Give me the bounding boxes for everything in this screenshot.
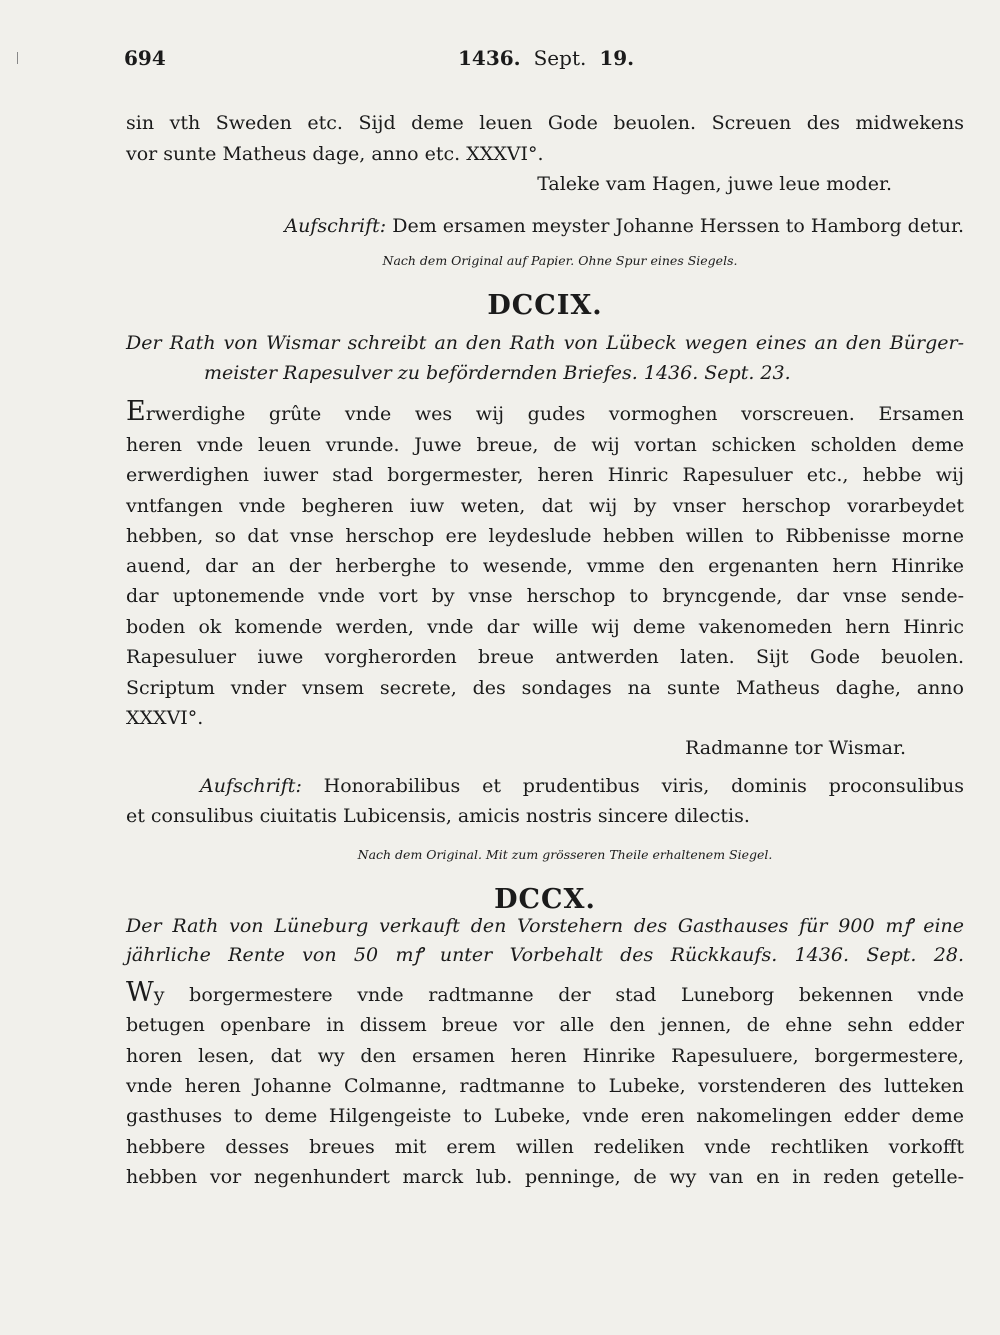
signature: Taleke vam Hagen, juwe leue moder.: [537, 173, 892, 195]
document-numeral: DCCIX.: [487, 290, 603, 321]
header-year: 1436.: [458, 46, 521, 70]
regest-line: meister Rapesulver zu befördernden Briefes. 1436. Sept. 23.: [204, 362, 791, 384]
scan-mark: [17, 52, 18, 64]
initial-letter: E: [126, 396, 146, 427]
source-note: Nach dem Original auf Papier. Ohne Spur eines Siegels.: [382, 253, 738, 268]
text-line: dar uptonemende vnde vort by vnse herschop to bryncgende, dar vnse sende-: [126, 585, 964, 607]
page-number: 694: [124, 46, 166, 70]
address-text: Honorabilibus et prudentibus viris, dominis proconsulibus: [323, 775, 964, 797]
text-line: erwerdighen iuwer stad borgermester, heren Hinric Rapesuluer etc., hebbe wij: [126, 464, 964, 486]
header-date: [458, 46, 634, 70]
regest-line: jährliche Rente von 50 mꝭ unter Vorbehalt des Rückkaufs. 1436. Sept. 28.: [126, 944, 964, 966]
text-line: gasthuses to deme Hilgengeiste to Lubeke, vnde eren nakomelingen edder deme: [126, 1105, 964, 1127]
signature: Radmanne tor Wismar.: [685, 737, 906, 759]
text-line: heren vnde leuen vrunde. Juwe breue, de wij vortan schicken scholden deme: [126, 434, 964, 456]
text-line: vor sunte Matheus dage, anno etc. XXXVI°.: [126, 143, 544, 165]
text-line: horen lesen, dat wy den ersamen heren Hinrike Rapesuluere, borgermestere,: [126, 1045, 964, 1067]
text-line: auend, dar an der herberghe to wesende, vmme den ergenanten hern Hinrike: [126, 555, 964, 577]
initial-letter: W: [126, 977, 154, 1008]
header-month: Sept.: [533, 46, 587, 70]
address-text: Dem ersamen meyster Johanne Herssen to Hamborg detur.: [392, 215, 964, 237]
text-line: [126, 977, 964, 1008]
address-line: et consulibus ciuitatis Lubicensis, amicis nostris sincere dilectis.: [126, 805, 750, 827]
header-day: 19.: [599, 46, 635, 70]
address-line: [126, 214, 964, 238]
text-line: XXXVI°.: [126, 707, 204, 729]
text-line: hebben vor negenhundert marck lub. penninge, de wy van en in reden getelle-: [126, 1166, 964, 1188]
text-line: vntfangen vnde begheren iuw weten, dat wij by vnser herschop vorarbeydet: [126, 495, 964, 517]
text-line: Rapesuluer iuwe vorgherorden breue antwerden laten. Sijt Gode beuolen.: [126, 646, 964, 668]
source-note: Nach dem Original. Mit zum grösseren Theile erhaltenem Siegel.: [357, 847, 773, 862]
regest-line: Der Rath von Lüneburg verkauft den Vorstehern des Gasthauses für 900 mꝭ eine: [126, 915, 964, 937]
text-line: hebbere desses breues mit erem willen redeliken vnde rechtliken vorkofft: [126, 1136, 964, 1158]
address-label: Aufschrift:: [284, 215, 387, 237]
text-line: Scriptum vnder vnsem secrete, des sondages na sunte Matheus daghe, anno: [126, 677, 964, 699]
regest-line: Der Rath von Wismar schreibt an den Rath von Lübeck wegen eines an den Bürger-: [126, 332, 964, 354]
text-line: betugen openbare in dissem breue vor alle den jennen, de ehne sehn edder: [126, 1014, 964, 1036]
text-line-content: y borgermestere vnde radtmanne der stad Luneborg bekennen vnde: [153, 984, 964, 1006]
document-numeral: DCCX.: [494, 884, 596, 915]
text-line-content: rwerdighe grûte vnde wes wij gudes vormoghen vorscreuen. Ersamen: [145, 403, 964, 425]
text-line: vnde heren Johanne Colmanne, radtmanne to Lubeke, vorstenderen des lutteken: [126, 1075, 964, 1097]
address-line: [200, 774, 964, 798]
address-label: Aufschrift:: [200, 775, 302, 797]
text-line: sin vth Sweden etc. Sijd deme leuen Gode beuolen. Screuen des midwekens: [126, 112, 964, 134]
text-line: boden ok komende werden, vnde dar wille wij deme vakenomeden hern Hinric: [126, 616, 964, 638]
text-line: [126, 396, 964, 427]
text-line: hebben, so dat vnse herschop ere leydeslude hebben willen to Ribbenisse morne: [126, 525, 964, 547]
